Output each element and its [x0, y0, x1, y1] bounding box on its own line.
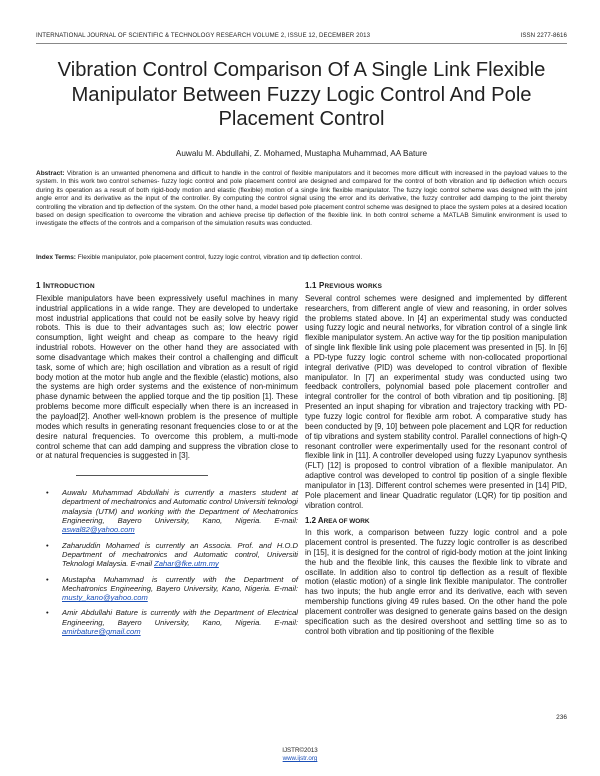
paper-title: Vibration Control Comparison Of A Single Link Flexible Manipulator Between Fuzzy Logic Control And Pole Placement Control [57, 59, 546, 130]
right-column [305, 281, 567, 637]
previous-works-text: Several control schemes were designed and implemented by different researchers, from different angle of view and reasoning, in order solves the problems stated above. In [4] an experimental study was conducted using fuzzy logic and neural networks, for vibration control of a single link flexible manipulator system. An active way for the tip position manipulation of single link flexible link using pole placement was presented in [5]. In [6] a PD-type fuzzy logic control scheme with non-collocated proportional integral derivative (PID) was developed to control vibration of flexible manipulator. In [7] an experimental study was conducted using two feedback controllers, polynomial based pole placement controller and integral controller for the control of both vibration and tip positioning. [8] Presented an input shaping for vibration and trajectory tracking with PD-type fuzzy logic control for flexible arm robot. A comparative study has been conducted by [9, 10] between pole placement and LQR for reduction of tip vibrations and system stability control. Parallel connections of high-Q resonant controller were experimentally used for the resonant control of flexible link in [11]. A controller developed using fuzzy Lyapunov synthesis (FLT) [12] is proposed to control vibration of a flexible manipulator. An adaptive control was developed to control tip position of a single flexible manipulator in [13]. Different control schemes were presented in [14] PID, Pole placement and linear Quadratic regulator (LQR) for tip position and vibration control. [305, 293, 567, 510]
introduction-text: Flexible manipulators have been expressively useful machines in many industrial applications in a wide range. They are developed to undertake most industrial applications that could not be easily solve by heavy rigid robots. This is due to their advantages such as; low electric power consumption, light weight and cheap as compare to the heavy rigid industrial robots. However on the other hand they are associated with some disadvantage which makes their control a challenging and difficult task, some of which are; high oscillation and vibration as a result of rigid body motion at the motor hub angle and the flexible (elastic) motions, also the systems are high order systems and the existence of non-minimum phase dynamic between the applied torque and the tip position [1]. These problems become more difficult especially when there is an increased in the payload[2]. Another well-known problem is the presence of multiple modes which results in generating resonant frequencies close to or at the desire natural frequencies. To overcome this problem, a multi-mode control scheme that can add damping and suppress the vibration close to or at natural frequencies is suggested in [3]. [36, 293, 298, 461]
author-list: Auwalu M. Abdullahi, Z. Mohamed, Mustapha Muhammad, AA Bature [175, 149, 428, 158]
previous-works-heading [305, 281, 567, 292]
previous-works-heading-text: REVIOUS WORKS [324, 283, 383, 290]
footer-url-link[interactable]: www.ijstr.org [282, 755, 318, 762]
bullet-icon: • [46, 574, 49, 584]
page-footer [0, 747, 600, 763]
introduction-heading-text: NTRODUCTION [45, 283, 95, 290]
page-number: 236 [556, 714, 567, 721]
abstract-label: Abstract: [36, 170, 65, 177]
bullet-icon: • [46, 540, 49, 550]
area-of-work-heading-number: 1.2 A [305, 516, 324, 526]
abstract-text: Vibration is an unwanted phenomena and difficult to handle in the control of flexible manipulators and it becomes more difficult with increased in the payload values to the system. In this work two control schemes- fuzzy logic control and pole placement control are designed and compared for the control of both vibration and tip deflection which occurs during its operation as a result of both rigid-body motion and elastic (flexible) motion of a single link flexible manipulator. The fuzzy logic control scheme was designed with the joint angle error and its derivative as the input of the controller. By computing the control signal using the error and its derivative, the fuzzy controller add damping to the joint thereby controlling the vibration and tip deflection of the system. On the other hand, a model based pole placement control scheme was designed to place the system poles at a desired location based on design specification to overcome the vibration and achieve precise tip deflection of the flexible link. In both control scheme a MATLAB Simulink environment is used to investigate the effects of the controls and a comparison of the simulation results was conducted. [36, 170, 567, 228]
email-link[interactable]: musty_kano@yahoo.com [62, 593, 148, 603]
author-bio [42, 608, 298, 636]
author-bio [42, 575, 298, 603]
email-link[interactable]: Zahar@fke.utm.my [154, 559, 219, 569]
header-rule [36, 43, 567, 44]
author-bio-text: Auwalu Muhammad Abdullahi is currently a masters student at department of mechatronics and Automatic control Universiti teknologi malaysia (UTM) and working with the Department of Mechatronics Engineering, Bayero University, Kano, Nigeria. E-mail: [62, 488, 298, 526]
email-link[interactable]: aswal82@yahoo.com [62, 525, 135, 535]
bullet-icon: • [46, 488, 49, 498]
area-of-work-heading [305, 516, 567, 527]
introduction-heading [36, 281, 298, 292]
area-of-work-heading-text: REA OF WORK [323, 518, 370, 526]
journal-name: INTERNATIONAL JOURNAL OF SCIENTIFIC & TECHNOLOGY RESEARCH VOLUME 2, ISSUE 12, DECEMBER 2013 [36, 32, 371, 39]
bullet-icon: • [46, 608, 49, 618]
author-bio [42, 541, 298, 569]
author-bio [42, 488, 298, 534]
introduction-heading-number: 1 I [36, 281, 46, 290]
author-bios [36, 488, 298, 636]
area-of-work-text: In this work, a comparison between fuzzy logic control and a pole placement control is presented. The fuzzy logic controller is as described in [15], it is designed for the control of rigid-body motion at the joint linking the hub and the flexible link, this causes the flexible link to vibrate and oscillate. In addition also to control tip deflection as a result of flexible motion (elastic motion) of a single link flexible manipulator. The controller has two inputs; the hub angle error and its derivative, each with seven membership functions giving 49 rules based. On the other hand the pole placement controller was designed to generate gains based on the design specification such as the desired overshoot and settling time so as to control both vibration and tip positioning of the flexible [305, 528, 567, 636]
footer-code: IJSTR©2013 [282, 747, 318, 754]
author-bio-text: Mustapha Muhammad is currently with the Department of Mechatronics Engineering, Bayero University, Kano, Nigeria. E-mail: [62, 574, 298, 593]
previous-works-heading-number: 1.1 P [305, 281, 325, 290]
author-bio-text: Zaharuddin Mohamed is currently an Associa. Prof. and H.O.D Department of mechatronics and Automatic control, Universiti Teknologi Malaysia. E-mail [62, 540, 298, 569]
footnote-rule [76, 475, 208, 476]
left-column [36, 281, 298, 642]
email-link[interactable]: amirbature@gmail.com [62, 627, 141, 637]
index-terms-text: Flexible manipulator, pole placement control, fuzzy logic control, vibration and tip deflection control. [75, 254, 363, 261]
running-head [36, 32, 567, 39]
author-bio-text: Amir Abdullahi Bature is currently with the Department of Electrical Engineering, Bayero University, Kano, Nigeria. E-mail: [62, 608, 298, 627]
abstract [36, 170, 567, 229]
index-terms-label: Index Terms: [36, 254, 76, 261]
issn: ISSN 2277-8616 [520, 32, 567, 39]
index-terms [36, 254, 567, 262]
